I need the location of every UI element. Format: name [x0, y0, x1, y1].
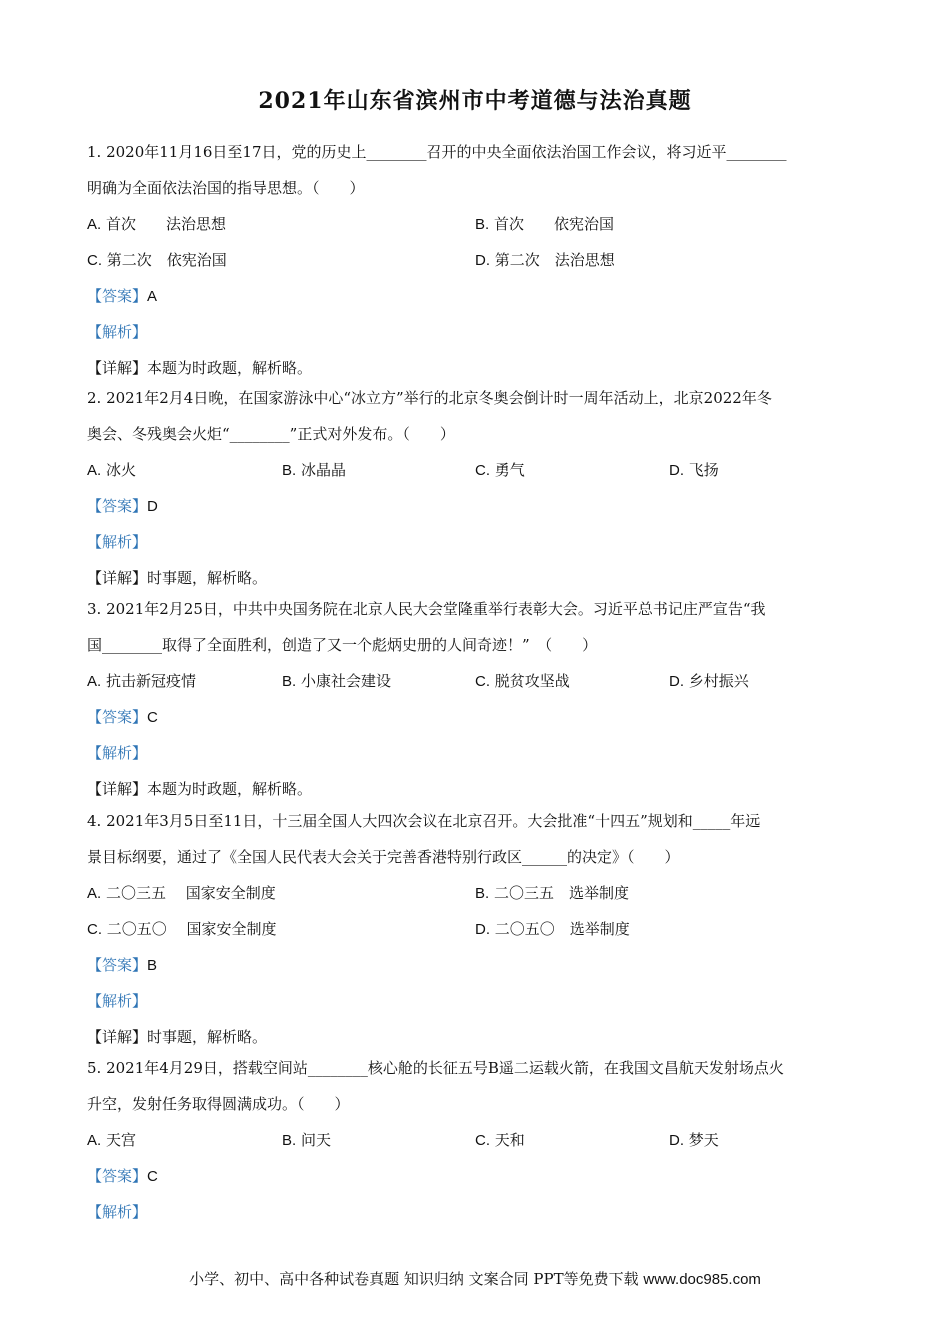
answer-line — [87, 278, 867, 314]
analysis-tag: 【解析】 — [87, 1203, 148, 1221]
question-stem-line: 明确为全面依法治国的指导思想。（ ） — [87, 179, 365, 197]
question-stem-line: 1. 2020年11月16日至17日，党的历史上________召开的中央全面依法治国工作会议，将习近平________ — [87, 143, 787, 161]
options-row — [87, 452, 867, 488]
option-c: C. 脱贫攻坚战 — [475, 672, 570, 690]
option-c: C. 第二次 依宪治国 — [87, 251, 227, 269]
option-d: D. 乡村振兴 — [669, 672, 749, 690]
answer-tag: 【答案】 — [87, 708, 148, 726]
answer-value: C — [147, 709, 158, 726]
analysis-tag: 【解析】 — [87, 992, 148, 1010]
question-5 — [87, 1050, 867, 1230]
answer-value: D — [147, 498, 158, 515]
question-stem-line: 4. 2021年3月5日至11日，十三届全国人大四次会议在北京召开。大会批准“十四五”规划和_____年远 — [87, 812, 761, 830]
detail-text: 时事题，解析略。 — [147, 569, 268, 587]
question-4 — [87, 803, 867, 1055]
analysis-tag: 【解析】 — [87, 533, 148, 551]
option-a: A. 抗击新冠疫情 — [87, 672, 196, 690]
detail-text: 本题为时政题，解析略。 — [147, 780, 313, 798]
option-d: D. 二〇五〇 选举制度 — [475, 920, 630, 938]
answer-line — [87, 1158, 867, 1194]
options-row — [87, 663, 867, 699]
option-b: B. 问天 — [282, 1131, 331, 1149]
detail-text: 时事题，解析略。 — [147, 1028, 268, 1046]
options-row — [87, 206, 867, 242]
answer-line — [87, 947, 867, 983]
footer-url[interactable]: www.doc985.com — [643, 1271, 761, 1288]
option-a: A. 首次 法治思想 — [87, 215, 226, 233]
page-footer — [0, 1268, 950, 1289]
option-b: B. 首次 依宪治国 — [475, 215, 614, 233]
answer-line — [87, 488, 867, 524]
options-row — [87, 911, 867, 947]
question-2 — [87, 380, 867, 596]
detail-tag: 【详解】 — [87, 359, 148, 377]
option-a: A. 冰火 — [87, 461, 136, 479]
option-b: B. 冰晶晶 — [282, 461, 346, 479]
option-c: C. 勇气 — [475, 461, 525, 479]
answer-tag: 【答案】 — [87, 287, 148, 305]
question-stem-line: 3. 2021年2月25日，中共中央国务院在北京人民大会堂隆重举行表彰大会。习近平总书记庄严宣告“我 — [87, 600, 766, 618]
analysis-tag: 【解析】 — [87, 323, 148, 341]
answer-value: C — [147, 1168, 158, 1185]
detail-tag: 【详解】 — [87, 780, 148, 798]
option-a: A. 天宫 — [87, 1131, 136, 1149]
detail-line — [87, 771, 867, 807]
answer-line — [87, 699, 867, 735]
detail-tag: 【详解】 — [87, 569, 148, 587]
answer-tag: 【答案】 — [87, 956, 148, 974]
question-stem-line: 2. 2021年2月4日晚，在国家游泳中心“冰立方”举行的北京冬奥会倒计时一周年活动上，北京2022年冬 — [87, 389, 772, 407]
answer-tag: 【答案】 — [87, 1167, 148, 1185]
option-d: D. 梦天 — [669, 1131, 719, 1149]
answer-tag: 【答案】 — [87, 497, 148, 515]
question-1 — [87, 134, 867, 386]
analysis-line — [87, 983, 867, 1019]
analysis-tag: 【解析】 — [87, 744, 148, 762]
options-row — [87, 242, 867, 278]
option-c: C. 天和 — [475, 1131, 525, 1149]
question-stem-line: 国________取得了全面胜利，创造了又一个彪炳史册的人间奇迹！” （ ） — [87, 636, 598, 654]
question-stem-line: 升空，发射任务取得圆满成功。（ ） — [87, 1095, 350, 1113]
option-b: B. 二〇三五 选举制度 — [475, 884, 629, 902]
detail-tag: 【详解】 — [87, 1028, 148, 1046]
analysis-line — [87, 735, 867, 771]
question-stem-line: 景目标纲要，通过了《全国人民代表大会关于完善香港特别行政区______的决定》（ ） — [87, 848, 680, 866]
analysis-line — [87, 314, 867, 350]
analysis-line — [87, 524, 867, 560]
question-stem-line: 奥会、冬残奥会火炬“________”正式对外发布。（ ） — [87, 425, 455, 443]
footer-text: 小学、初中、高中各种试卷真题 知识归纳 文案合同 PPT等免费下载 — [189, 1270, 639, 1288]
option-a: A. 二〇三五 国家安全制度 — [87, 884, 276, 902]
answer-value: A — [147, 288, 158, 305]
option-c: C. 二〇五〇 国家安全制度 — [87, 920, 277, 938]
option-d: D. 飞扬 — [669, 461, 719, 479]
question-3 — [87, 591, 867, 807]
options-row — [87, 875, 867, 911]
options-row — [87, 1122, 867, 1158]
question-stem-line: 5. 2021年4月29日，搭载空间站________核心舱的长征五号B遥二运载火箭，在我国文昌航天发射场点火 — [87, 1059, 784, 1077]
page-title: 2021年山东省滨州市中考道德与法治真题 — [258, 88, 692, 114]
option-b: B. 小康社会建设 — [282, 672, 391, 690]
answer-value: B — [147, 957, 158, 974]
option-d: D. 第二次 法治思想 — [475, 251, 615, 269]
analysis-line — [87, 1194, 867, 1230]
detail-text: 本题为时政题，解析略。 — [147, 359, 313, 377]
